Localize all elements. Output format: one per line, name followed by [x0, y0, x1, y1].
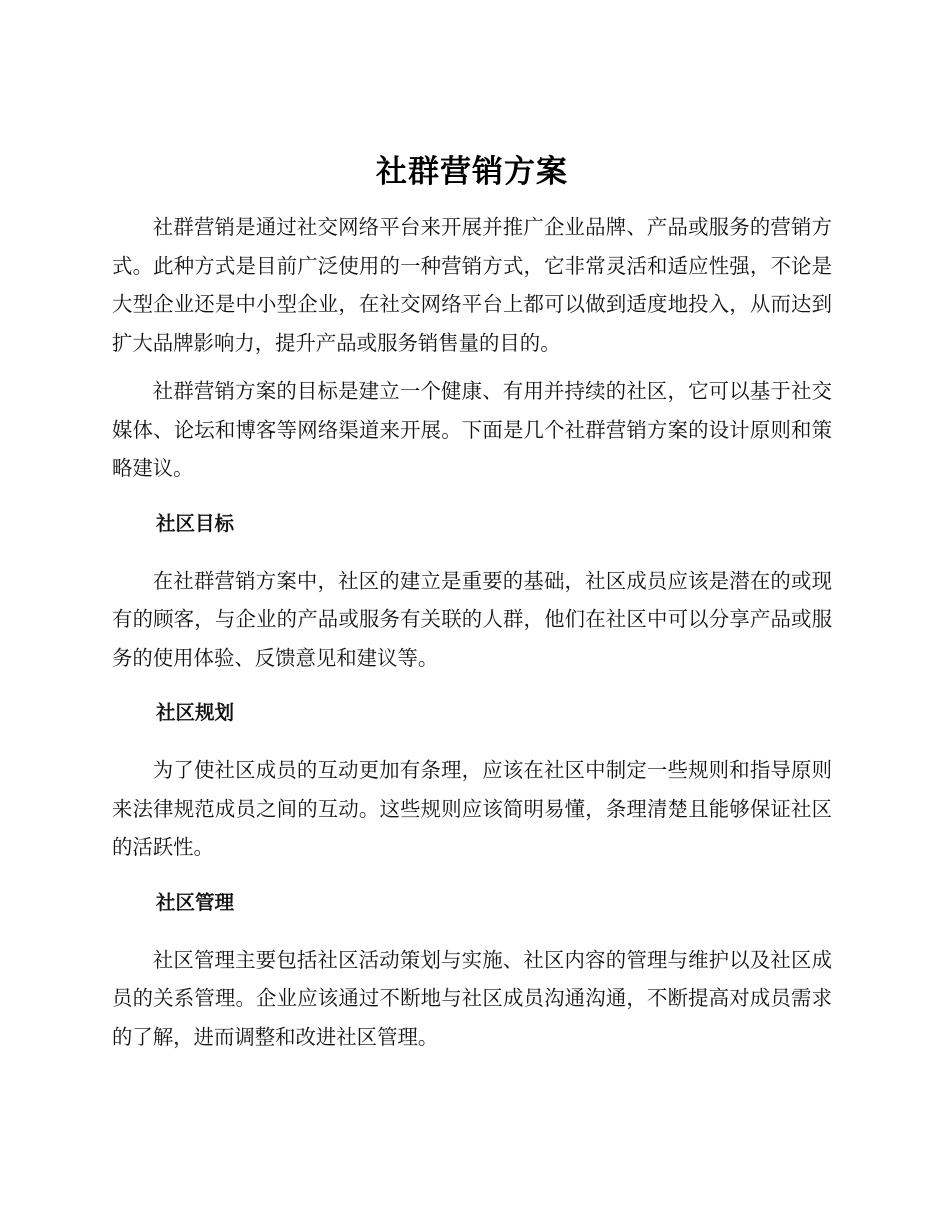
section-heading-community-planning: 社区规划 — [156, 701, 235, 724]
document-title: 社群营销方案 — [376, 154, 568, 190]
community-planning-paragraph: 为了使社区成员的互动更加有条理，应该在社区中制定一些规则和指导原则来法律规范成员之间的互动。这些规则应该简明易懂，条理清楚且能够保证社区的活跃性。 — [112, 758, 832, 859]
intro-paragraph: 社群营销是通过社交网络平台来开展并推广企业品牌、产品或服务的营销方式。此种方式是目前广泛使用的一种营销方式，它非常灵活和适应性强，不论是大型企业还是中小型企业，在社交网络平台上都可以做到适度地投入，从而达到扩大品牌影响力，提升产品或服务销售量的目的。 — [112, 215, 832, 355]
community-management-paragraph: 社区管理主要包括社区活动策划与实施、社区内容的管理与维护以及社区成员的关系管理。企业应该通过不断地与社区成员沟通沟通，不断提高对成员需求的了解，进而调整和改进社区管理。 — [112, 947, 832, 1049]
community-goal-paragraph: 在社群营销方案中，社区的建立是重要的基础，社区成员应该是潜在的或现有的顾客，与企业的产品或服务有关联的人群，他们在社区中可以分享产品或服务的使用体验、反馈意见和建议等。 — [112, 568, 832, 670]
goal-paragraph: 社群营销方案的目标是建立一个健康、有用并持续的社区，它可以基于社交媒体、论坛和博客等网络渠道来开展。下面是几个社群营销方案的设计原则和策略建议。 — [112, 379, 832, 480]
section-heading-community-management: 社区管理 — [156, 890, 235, 914]
section-heading-community-goal: 社区目标 — [156, 511, 235, 535]
